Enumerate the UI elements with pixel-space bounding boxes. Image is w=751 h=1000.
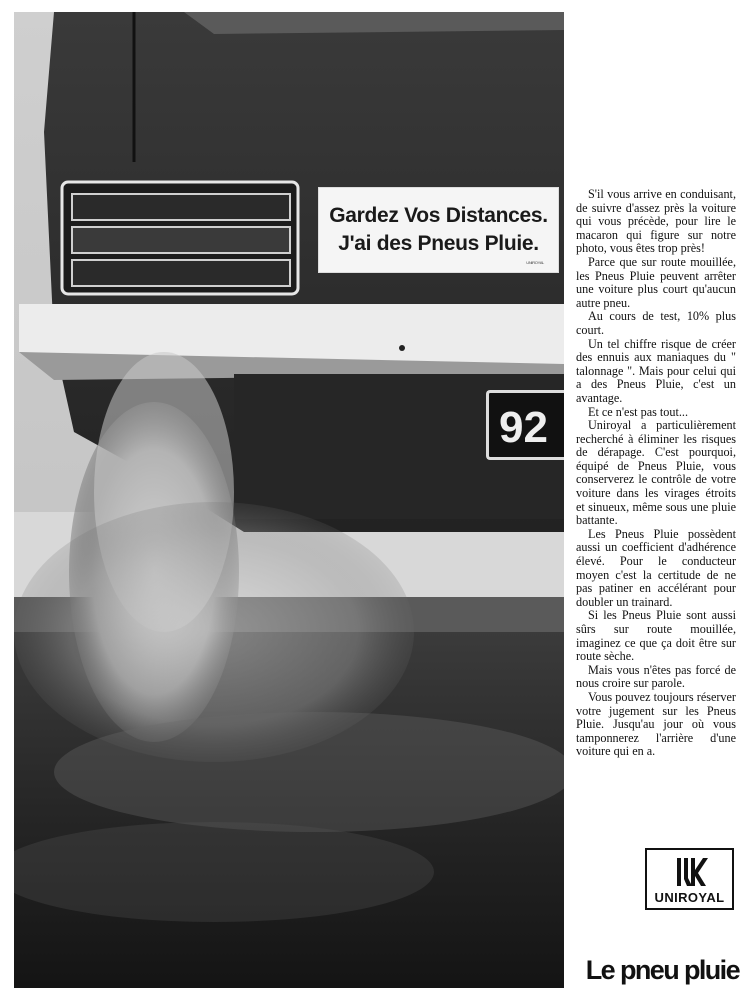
sticker-brand: UNIROYAL bbox=[526, 260, 544, 265]
paragraph: Un tel chiffre risque de créer des ennuis aux maniaques du " talonnage ". Mais pour celui qui a des Pneus Pluie, c'est un avantage. bbox=[576, 336, 736, 405]
body-copy bbox=[576, 188, 736, 759]
paragraph: Les Pneus Pluie possèdent aussi un coefficient d'adhérence élevé. Pour le conducteur moyen c'est la certitude de ne pas patiner en accélérant pour doubler un trainard. bbox=[576, 526, 736, 609]
uniroyal-logo-icon bbox=[675, 856, 708, 888]
paragraph: Si les Pneus Pluie sont aussi sûrs sur route mouillée, imaginez ce que ça doit être sur route sèche. bbox=[576, 608, 736, 664]
uniroyal-logo bbox=[645, 848, 734, 910]
paragraph: S'il vous arrive en conduisant, de suivre d'assez près la voiture qui vous précède, pour lire le macaron qui figure sur notre photo, vous êtes trop près! bbox=[576, 187, 736, 256]
license-plate: 92 bbox=[486, 390, 564, 460]
sticker-line-1: Gardez Vos Distances. bbox=[329, 204, 548, 227]
sticker-line-2: J'ai des Pneus Pluie. bbox=[338, 232, 539, 255]
paragraph: Parce que sur route mouillée, les Pneus Pluie peuvent arrêter une voiture plus court qu'aucun autre pneu. bbox=[576, 254, 736, 310]
paragraph: Au cours de test, 10% plus court. bbox=[576, 309, 736, 337]
bumper-sticker bbox=[318, 187, 559, 273]
tagline: Le pneu pluie bbox=[585, 955, 739, 985]
car-rear-photo bbox=[14, 12, 564, 988]
paragraph: Vous pouvez toujours réserver votre jugement sur les Pneus Pluie. Jusqu'au jour où vous tamponnerez l'arrière d'une voiture qui en a. bbox=[576, 689, 736, 759]
paragraph: Uniroyal a particulièrement recherché à éliminer les risques de dérapage. C'est pourquoi, équipé de Pneus Pluie, vous conserverez le contrôle de votre voiture dans les virages étroits et sinueux, même sous une pluie battante. bbox=[576, 418, 736, 528]
logo-wordmark: UNIROYAL bbox=[654, 890, 725, 905]
paragraph: Et ce n'est pas tout... bbox=[588, 404, 689, 419]
paragraph: Mais vous n'êtes pas forcé de nous croire sur parole. bbox=[576, 662, 736, 691]
